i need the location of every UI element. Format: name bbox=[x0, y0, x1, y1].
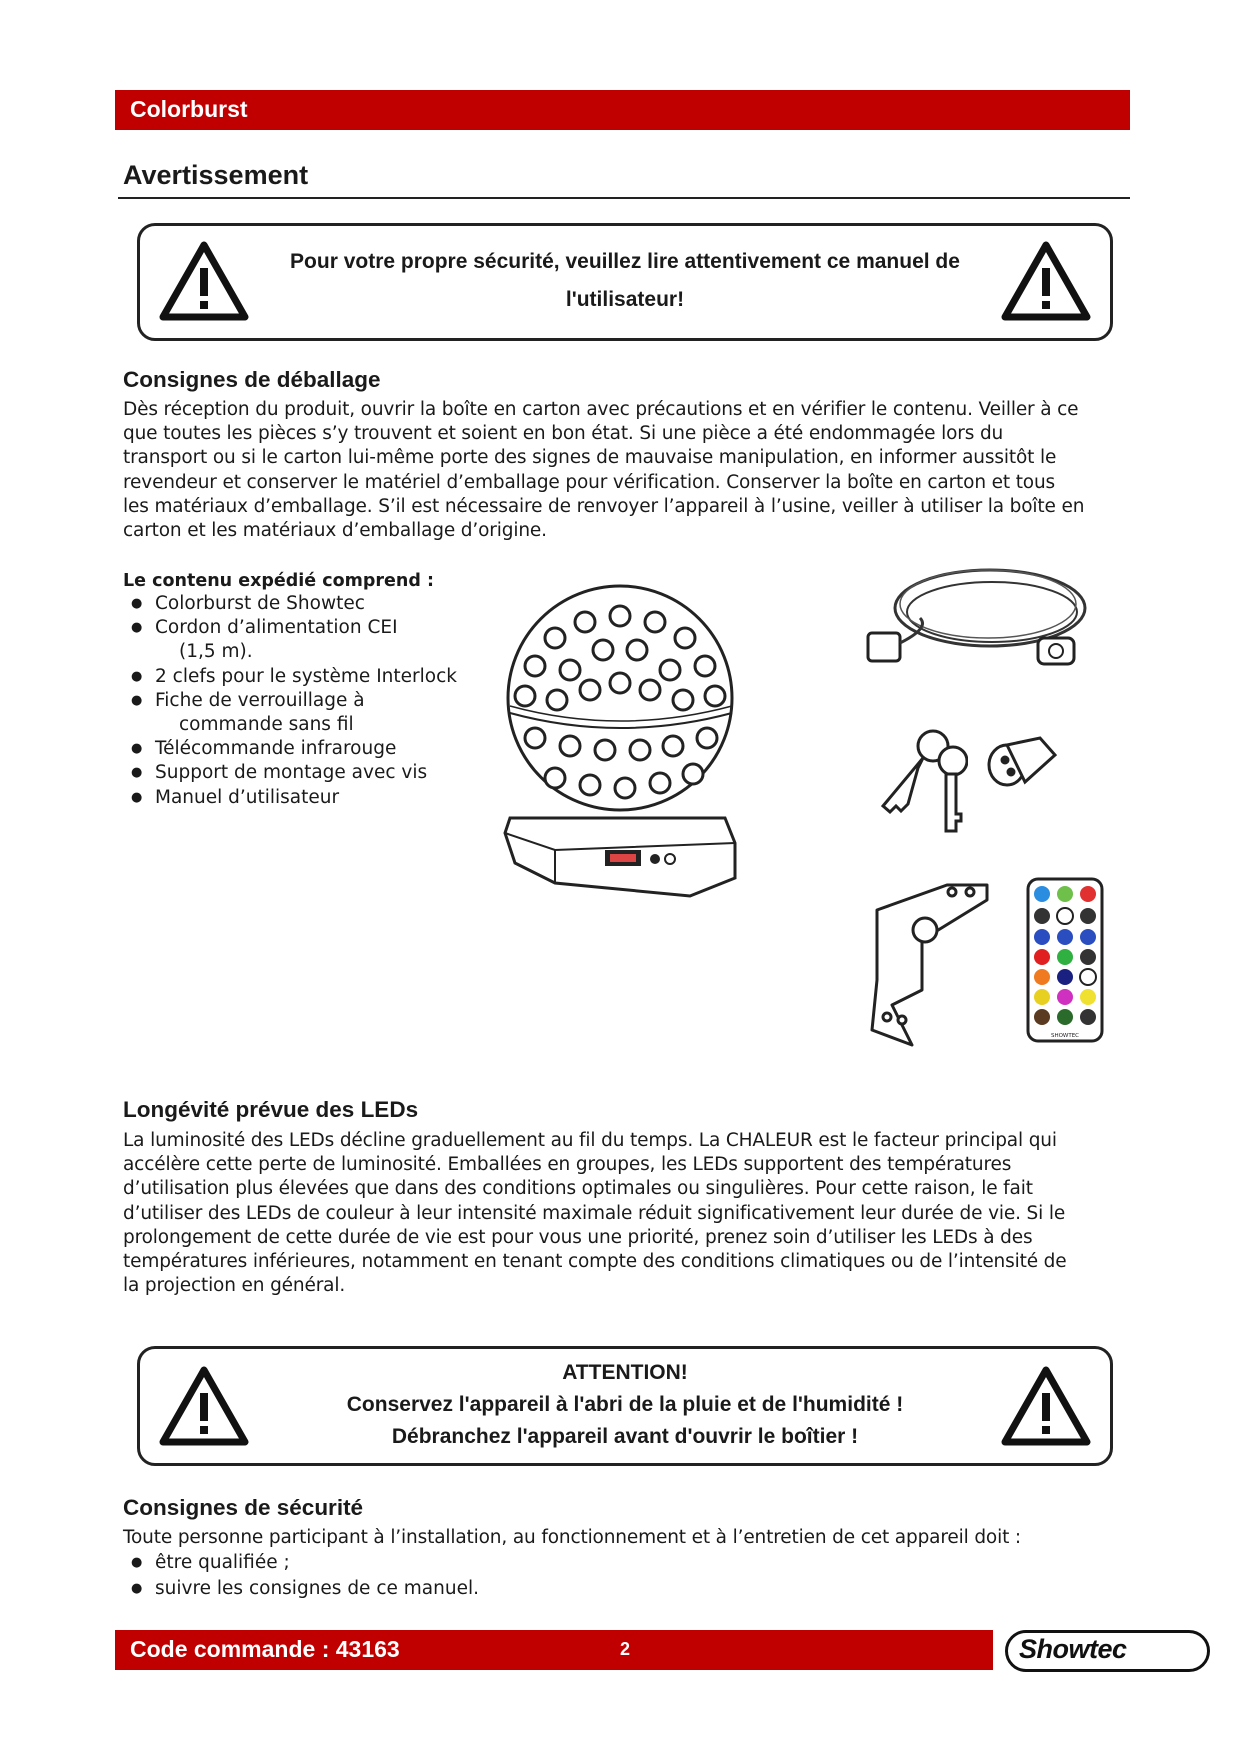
warning-top-line2: l'utilisateur! bbox=[565, 288, 685, 311]
remote-brand-label: SHOWTEC bbox=[1050, 1033, 1080, 1039]
mounting-bracket-image bbox=[862, 880, 992, 1050]
list-item: ● Support de montage avec vis bbox=[123, 761, 543, 785]
list-item: ● Colorburst de Showtec bbox=[123, 592, 543, 616]
contents-label: Le contenu expédié comprend : bbox=[123, 571, 434, 591]
list-item bbox=[123, 689, 543, 737]
list-item: ● 2 clefs pour le système Interlock bbox=[123, 665, 543, 689]
text-line: carton et les matériaux d’emballage d’origine. bbox=[123, 520, 547, 542]
text-line: les matériaux d’emballage. S’il est nécessaire de renvoyer l’appareil à l’usine, veiller à utiliser la boîte en bbox=[123, 495, 1085, 517]
led-paragraph bbox=[123, 1129, 1128, 1298]
attention-line3: Débranchez l'appareil avant d'ouvrir le boîtier ! bbox=[391, 1425, 859, 1448]
page-number: 2 bbox=[620, 1639, 631, 1659]
text-line: d’utiliser des LEDs de couleur à leur intensité maximale réduit significativement leur durée de vie. Si le bbox=[123, 1202, 1066, 1224]
unpacking-heading: Consignes de déballage bbox=[123, 367, 381, 392]
warning-triangle-icon bbox=[1000, 1365, 1092, 1447]
list-item-text: (1,5 m). bbox=[179, 641, 253, 663]
showtec-logo bbox=[993, 1620, 1223, 1680]
text-line: accélère cette perte de luminosité. Emballées en groupes, les LEDs supportent des températures bbox=[123, 1154, 1012, 1176]
safety-heading: Consignes de sécurité bbox=[123, 1495, 364, 1520]
led-heading: Longévité prévue des LEDs bbox=[123, 1097, 419, 1122]
list-item bbox=[123, 616, 543, 664]
power-cord-image bbox=[860, 558, 1090, 678]
section-title: Avertissement bbox=[123, 160, 309, 190]
logo-text: Showtec bbox=[1019, 1634, 1127, 1664]
text-line: Dès réception du produit, ouvrir la boîte en carton avec précautions et en vérifier le contenu. Veiller à ce bbox=[123, 399, 1079, 420]
text-line: transport ou si le carton lui-même porte des signes de mauvaise manipulation, en informer aussitôt le bbox=[123, 447, 1057, 469]
colorburst-device-image bbox=[495, 578, 740, 903]
list-item-text: commande sans fil bbox=[179, 714, 354, 736]
header-title: Colorburst bbox=[130, 96, 248, 122]
list-item: ● suivre les consignes de ce manuel. bbox=[123, 1576, 723, 1602]
text-line: revendeur et conserver le matériel d’emballage pour vérification. Conserver la boîte en carton et tous bbox=[123, 471, 1056, 493]
interlock-plug-image bbox=[985, 730, 1060, 790]
attention-text bbox=[260, 1357, 990, 1453]
header-bar bbox=[115, 90, 1130, 130]
warning-triangle-icon bbox=[158, 1365, 250, 1447]
text-line: températures inférieures, notamment en tenant compte des conditions climatiques ou de l’intensité de bbox=[123, 1251, 1067, 1273]
contents-list bbox=[123, 592, 543, 810]
warning-top-line1: Pour votre propre sécurité, veuillez lire attentivement ce manuel de bbox=[290, 250, 960, 273]
section-title-rule bbox=[118, 197, 1130, 199]
unpacking-paragraph bbox=[123, 398, 1128, 543]
text-line: La luminosité des LEDs décline graduellement au fil du temps. La CHALEUR est le facteur principal qui bbox=[123, 1130, 1057, 1151]
interlock-keys-image bbox=[868, 726, 968, 836]
list-item: ● Télécommande infrarouge bbox=[123, 737, 543, 761]
warning-triangle-icon bbox=[158, 240, 250, 322]
text-line: que toutes les pièces s’y trouvent et soient en bon état. Si une pièce a été endommagée lors du bbox=[123, 423, 1004, 445]
text-line: d’utilisation plus élevées que dans des conditions optimales ou singulières. Pour cette raison, le fait bbox=[123, 1178, 1033, 1200]
safety-intro: Toute personne participant à l’installation, au fonctionnement et à l’entretien de cet appareil doit : bbox=[123, 1527, 1022, 1548]
text-line: prolongement de cette durée de vie est pour vous une priorité, prenez soin d’utiliser les LEDs à des bbox=[123, 1226, 1033, 1248]
list-item: ● être qualifiée ; bbox=[123, 1550, 723, 1576]
attention-line1: ATTENTION! bbox=[562, 1361, 688, 1384]
attention-line2: Conservez l'appareil à l'abri de la pluie et de l'humidité ! bbox=[346, 1393, 904, 1416]
list-item-text: Cordon d’alimentation CEI bbox=[155, 617, 398, 639]
warning-box-top bbox=[137, 223, 1113, 341]
warning-triangle-icon bbox=[1000, 240, 1092, 322]
text-line: la projection en général. bbox=[123, 1275, 346, 1297]
remote-control-image bbox=[1025, 876, 1105, 1046]
list-item: ● Manuel d’utilisateur bbox=[123, 786, 543, 810]
warning-box-attention bbox=[137, 1346, 1113, 1466]
warning-top-text bbox=[260, 243, 990, 319]
order-code: Code commande : 43163 bbox=[130, 1636, 400, 1662]
list-item-text: Fiche de verrouillage à bbox=[155, 689, 365, 711]
footer-bar bbox=[115, 1630, 1130, 1670]
safety-list bbox=[123, 1550, 723, 1602]
